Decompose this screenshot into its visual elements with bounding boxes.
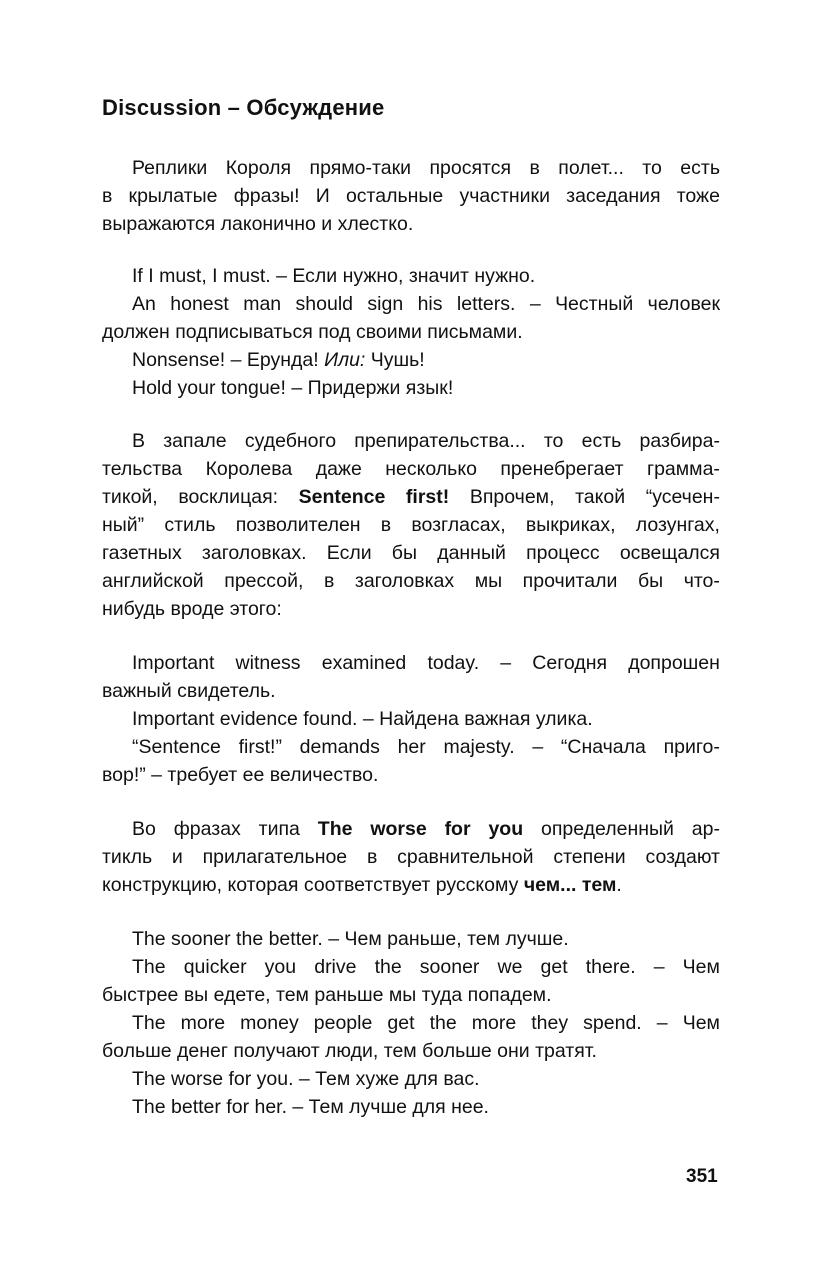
example-line — [102, 1093, 720, 1121]
word: тикой, — [102, 486, 158, 508]
word: – — [532, 736, 544, 758]
word: английской — [102, 570, 204, 592]
word: “Сначала — [560, 736, 646, 758]
text-line — [102, 210, 720, 238]
word: you — [264, 956, 297, 978]
example-line — [102, 290, 720, 318]
examples-2 — [102, 649, 720, 789]
word: газетных — [102, 542, 182, 564]
word: в — [380, 514, 392, 536]
word: участники — [459, 185, 550, 207]
word: И — [315, 185, 330, 207]
text-line — [102, 511, 720, 539]
word: стиль — [164, 514, 216, 536]
text-segment: The sooner the better. – Чем раньше, тем лучше. — [132, 928, 569, 950]
word: his — [417, 293, 443, 315]
word: there. — [585, 956, 636, 978]
word: Sentence — [298, 486, 386, 508]
example-line — [102, 953, 720, 981]
text-segment: должен подписываться под своими письмами. — [102, 321, 523, 343]
word: money — [240, 1012, 299, 1034]
word: есть — [680, 157, 720, 179]
text-segment: . — [616, 874, 622, 896]
text-line — [102, 567, 720, 595]
word: фразах — [173, 818, 241, 840]
word: drive — [314, 956, 357, 978]
word: то — [642, 157, 662, 179]
word: пренебрегает — [500, 458, 624, 480]
text-segment: Или: — [324, 349, 366, 371]
text-segment: The worse for you. – Тем хуже для вас. — [132, 1068, 480, 1090]
text-line — [102, 815, 720, 843]
word: судебного — [244, 430, 337, 452]
word: Королева — [205, 458, 293, 480]
word: sooner — [419, 956, 480, 978]
word: Чем — [682, 1012, 720, 1034]
word: An — [132, 293, 156, 315]
word: spend. — [583, 1012, 642, 1034]
example-line — [102, 981, 720, 1009]
word: ар- — [691, 818, 720, 840]
word: и — [171, 846, 183, 868]
word: в — [529, 157, 540, 179]
word: крылатые — [128, 185, 218, 207]
word: восклицая: — [178, 486, 279, 508]
text-segment: быстрее вы едете, тем раньше мы туда попадем. — [102, 984, 552, 1006]
word: The — [132, 1012, 166, 1034]
word: today. — [427, 652, 480, 674]
word: освещался — [619, 542, 720, 564]
text-line — [102, 483, 720, 511]
word: в — [102, 185, 113, 207]
word: данный — [437, 542, 506, 564]
word: определенный — [540, 818, 674, 840]
text-line — [102, 871, 720, 899]
example-line — [102, 1065, 720, 1093]
text-segment: важный свидетель. — [102, 680, 276, 702]
word: “Sentence — [132, 736, 221, 758]
word: в — [366, 846, 378, 868]
word: тоже — [676, 185, 720, 207]
word: мы — [474, 570, 503, 592]
text-segment: Important evidence found. – Найдена важная улика. — [132, 708, 593, 730]
text-line — [102, 154, 720, 182]
word: should — [295, 293, 353, 315]
word: остальные — [345, 185, 444, 207]
word: more — [471, 1012, 517, 1034]
examples-3 — [102, 925, 720, 1121]
word: разбира- — [639, 430, 720, 452]
text-segment: Чушь! — [365, 349, 425, 371]
word: – — [500, 652, 512, 674]
word: процесс — [526, 542, 600, 564]
text-line — [102, 595, 720, 623]
word: Сегодня — [532, 652, 608, 674]
text-segment: нибудь вроде этого: — [102, 598, 282, 620]
word: фразы! — [233, 185, 300, 207]
word: запале — [163, 430, 227, 452]
examples-1 — [102, 262, 720, 402]
example-line — [102, 1009, 720, 1037]
word: ный” — [102, 514, 145, 536]
text-line — [102, 843, 720, 871]
word: Короля — [225, 157, 292, 179]
word: просятся — [429, 157, 512, 179]
word: приго- — [663, 736, 720, 758]
word: что- — [683, 570, 720, 592]
word: заголовках — [354, 570, 455, 592]
word: we — [497, 956, 523, 978]
word: прямо-таки — [309, 157, 412, 179]
text-segment: конструкцию, которая соответствует русскому — [102, 874, 524, 896]
word: The — [317, 818, 353, 840]
word: people — [313, 1012, 373, 1034]
word: сравнительной — [397, 846, 534, 868]
word: бы — [637, 570, 664, 592]
word: В — [132, 430, 146, 452]
word: letters. — [456, 293, 516, 315]
example-line — [102, 318, 720, 346]
word: заголовках. — [201, 542, 307, 564]
word: “усечен- — [645, 486, 720, 508]
word: заседания — [566, 185, 661, 207]
word: степени — [553, 846, 626, 868]
text-line — [102, 539, 720, 567]
word: witness — [235, 652, 301, 674]
word: типа — [258, 818, 300, 840]
word: человек — [647, 293, 720, 315]
word: more — [180, 1012, 226, 1034]
page-number: 351 — [686, 1166, 718, 1187]
text-segment: выражаются лаконично и хлестко. — [102, 213, 414, 235]
word: the — [429, 1012, 457, 1034]
text-segment: If I must, I must. – Если нужно, значит нужно. — [132, 265, 536, 287]
word: прессой, — [224, 570, 304, 592]
example-line — [102, 677, 720, 705]
word: лозунгах, — [635, 514, 720, 536]
word: позволителен — [235, 514, 361, 536]
word: first! — [405, 486, 450, 508]
word: даже — [315, 458, 362, 480]
paragraph-2 — [102, 427, 720, 623]
word: такой — [575, 486, 626, 508]
word: Если — [326, 542, 372, 564]
word: get — [387, 1012, 415, 1034]
example-line — [102, 1037, 720, 1065]
example-line — [102, 374, 720, 402]
word: honest — [170, 293, 229, 315]
text-line — [102, 427, 720, 455]
text-line — [102, 455, 720, 483]
word: то — [543, 430, 564, 452]
word: Впрочем, — [469, 486, 555, 508]
word: бы — [391, 542, 417, 564]
example-line — [102, 761, 720, 789]
paragraph-1 — [102, 154, 720, 238]
word: her — [397, 736, 426, 758]
word: Во — [132, 818, 156, 840]
text-line — [102, 182, 720, 210]
word: прилагательное — [202, 846, 348, 868]
text-segment: The better for her. – Тем лучше для нее. — [132, 1096, 489, 1118]
text-segment: больше денег получают люди, тем больше они тратят. — [102, 1040, 597, 1062]
word: возгласах, — [411, 514, 506, 536]
word: Реплики — [132, 157, 208, 179]
word: выкриках, — [525, 514, 616, 536]
example-line — [102, 705, 720, 733]
word: – — [529, 293, 541, 315]
word: несколько — [385, 458, 477, 480]
word: majesty. — [443, 736, 515, 758]
word: Important — [132, 652, 215, 674]
word: препирательства... — [354, 430, 526, 452]
text-segment: Nonsense! – Ерунда! — [132, 349, 325, 371]
word: examined — [321, 652, 407, 674]
word: – — [653, 956, 665, 978]
example-line — [102, 649, 720, 677]
word: first!” — [238, 736, 282, 758]
word: есть — [581, 430, 622, 452]
word: get — [540, 956, 568, 978]
word: they — [531, 1012, 569, 1034]
example-line — [102, 262, 720, 290]
word: The — [132, 956, 166, 978]
paragraph-3 — [102, 815, 720, 899]
example-line — [102, 925, 720, 953]
word: for — [444, 818, 471, 840]
text-segment: вор!” – требует ее величество. — [102, 764, 379, 786]
word: – — [656, 1012, 668, 1034]
word: в — [323, 570, 335, 592]
word: quicker — [183, 956, 247, 978]
word: demands — [299, 736, 380, 758]
word: the — [374, 956, 402, 978]
word: man — [243, 293, 282, 315]
example-line — [102, 733, 720, 761]
word: грамма- — [646, 458, 720, 480]
word: Чем — [682, 956, 720, 978]
word: you — [488, 818, 524, 840]
text-segment: Hold your tongue! – Придержи язык! — [132, 377, 454, 399]
word: создают — [645, 846, 720, 868]
section-heading: Discussion – Обсуждение — [102, 95, 385, 120]
word: sign — [367, 293, 404, 315]
word: тельства — [102, 458, 183, 480]
word: полет... — [558, 157, 624, 179]
word: прочитали — [522, 570, 618, 592]
word: допрошен — [628, 652, 720, 674]
word: тикль — [102, 846, 153, 868]
example-line — [102, 346, 720, 374]
word: worse — [370, 818, 427, 840]
text-segment: чем... тем — [523, 874, 617, 896]
word: Честный — [555, 293, 634, 315]
